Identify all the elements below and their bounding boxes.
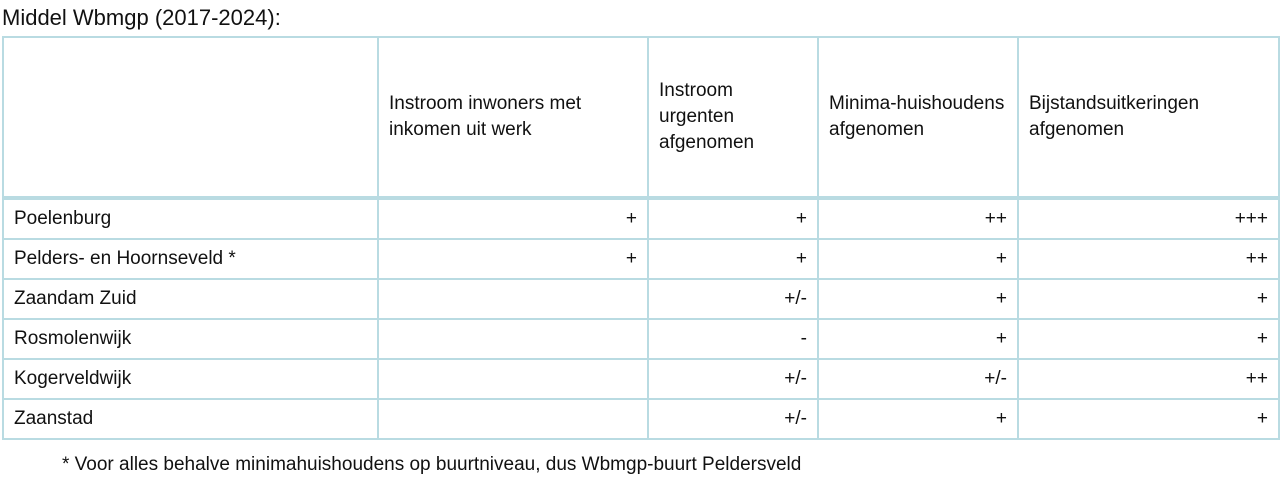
table-title: Middel Wbmgp (2017-2024):	[2, 5, 281, 30]
cell-value: +++	[1018, 198, 1279, 239]
row-label: Poelenburg	[3, 198, 378, 239]
row-label: Pelders- en Hoornseveld *	[3, 239, 378, 279]
row-label: Zaandam Zuid	[3, 279, 378, 319]
header-instroom-werk: Instroom inwoners met inkomen uit werk	[378, 37, 648, 198]
cell-value: +/-	[648, 399, 818, 439]
cell-value	[378, 279, 648, 319]
cell-value: +	[1018, 399, 1279, 439]
table-row	[3, 239, 1279, 279]
row-label: Rosmolenwijk	[3, 319, 378, 359]
cell-value: ++	[1018, 359, 1279, 399]
cell-value	[378, 399, 648, 439]
table-row	[3, 319, 1279, 359]
cell-value: +	[378, 239, 648, 279]
cell-value: +	[1018, 279, 1279, 319]
table-row	[3, 399, 1279, 439]
cell-value: +	[378, 198, 648, 239]
row-label: Zaanstad	[3, 399, 378, 439]
cell-value	[378, 319, 648, 359]
cell-value	[378, 359, 648, 399]
cell-value: +/-	[648, 359, 818, 399]
cell-value: +	[648, 239, 818, 279]
cell-value: +/-	[818, 359, 1018, 399]
cell-value: ++	[818, 198, 1018, 239]
cell-value: +/-	[648, 279, 818, 319]
cell-value: +	[818, 319, 1018, 359]
footnote: * Voor alles behalve minimahuishoudens op buurtniveau, dus Wbmgp-buurt Peldersveld	[62, 454, 802, 475]
table-row	[3, 198, 1279, 239]
cell-value: +	[818, 239, 1018, 279]
header-row	[3, 37, 1279, 198]
cell-value: -	[648, 319, 818, 359]
table-row	[3, 359, 1279, 399]
cell-value: +	[1018, 319, 1279, 359]
header-empty	[3, 37, 378, 198]
data-table	[2, 36, 1280, 440]
row-label: Kogerveldwijk	[3, 359, 378, 399]
cell-value: ++	[1018, 239, 1279, 279]
header-instroom-urgenten: Instroom urgenten afgenomen	[648, 37, 818, 198]
cell-value: +	[648, 198, 818, 239]
cell-value: +	[818, 399, 1018, 439]
table-row	[3, 279, 1279, 319]
cell-value: +	[818, 279, 1018, 319]
header-bijstandsuitkeringen: Bijstandsuitkeringen afgenomen	[1018, 37, 1279, 198]
header-minima-huishoudens: Minima-huishoudens afgenomen	[818, 37, 1018, 198]
